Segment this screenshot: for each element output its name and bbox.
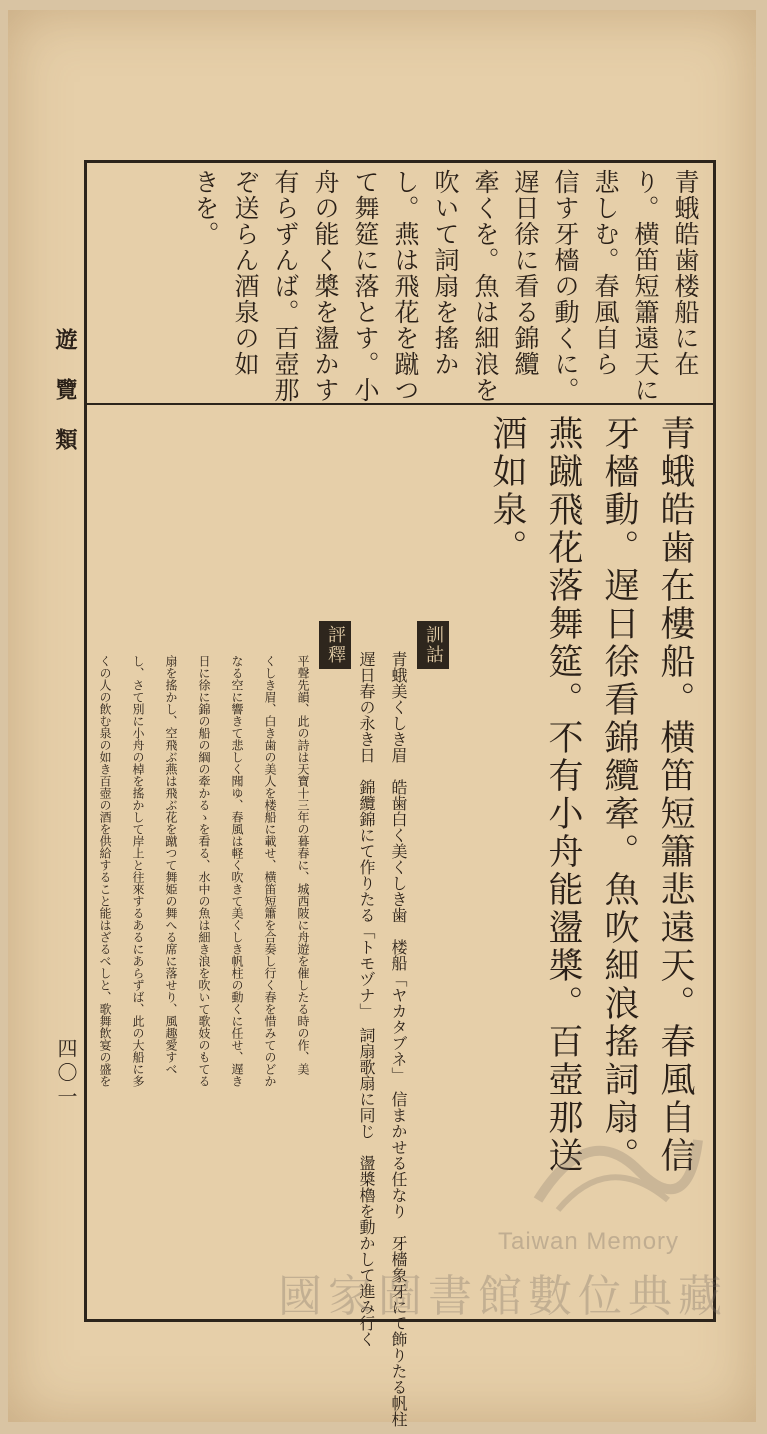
- poem-line: 青蛾皓歯在樓船。横笛短簫悲遠天。春風自信: [655, 415, 695, 1175]
- commentary-line: くの人の飲む泉の如き百壺の酒を供給すること能はざるべしと、歌舞飲宴の盛を: [98, 655, 112, 1087]
- kundoku-line: 舟の能く槳を盪かす: [311, 169, 340, 403]
- poem-line: 牙檣動。遅日徐看錦纜牽。魚吹細浪搖詞扇。: [599, 415, 639, 1175]
- gloss-label: 訓詁: [417, 621, 449, 669]
- watermark-logo: [528, 1110, 708, 1230]
- kundoku-line: ぞ送らん酒泉の如: [231, 169, 260, 377]
- kundoku-line: 牽くを。魚は細浪を: [471, 169, 500, 403]
- divider-line: [87, 403, 713, 405]
- commentary-line: なる空に響きて悲しく聞ゆ、春風は軽く吹きて美くしき帆柱の動くに任せ、遅き: [230, 655, 244, 1087]
- gloss-block: [351, 651, 413, 1427]
- kundoku-line: 吹いて詞扇を搖か: [431, 169, 460, 377]
- kundoku-line: 有らずんば。百壺那: [271, 169, 300, 403]
- poem-line: 酒如泉。: [487, 415, 527, 567]
- kundoku-line: 青蛾皓歯楼船に在: [671, 169, 700, 377]
- gloss-line: 青蛾美くしき眉 皓歯白く美くしき歯 楼船「ヤカタブネ」 信まかせる任なり 牙檣象牙にて飾りたる帆柱: [389, 651, 408, 1427]
- kundoku-line: 信す牙檣の動くに。: [551, 169, 580, 403]
- kundoku-line: きを。: [191, 169, 220, 247]
- commentary-line: 平聲先韻、此の詩は天寶十三年の暮春に、城西陂に舟遊を催したる時の作、美: [296, 655, 310, 1075]
- book-page: [8, 10, 756, 1427]
- kundoku-line: り。横笛短簫遠天に: [631, 169, 660, 403]
- kundoku-line: 遅日徐に看る錦纜: [511, 169, 540, 377]
- commentary-line: 扇を搖かし、空飛ぶ燕は飛ぶ花を蹴つて舞姫の舞へる席に落せり、風趣愛すべ: [164, 655, 178, 1075]
- kundoku-line: て舞筵に落とす。小: [351, 169, 380, 403]
- gloss-line: 遅日春の永き日 錦纜錦にて作りたる「トモヅナ」 詞扇歌扇に同じ 盪槳櫓を動かして進み行く: [357, 651, 376, 1347]
- kundoku-line: 悲しむ。春風自ら: [591, 169, 620, 377]
- commentary-line: くしき眉、白き歯の美人を楼船に載せ、横笛短簫を合奏し行く春を惜みてのどか: [263, 655, 277, 1087]
- commentary-line: 日に徐に錦の船の綱の牽かるゝを看る、水中の魚は細き浪を吹いて歌妓のもてる: [197, 655, 211, 1087]
- commentary-label: 評釋: [319, 621, 351, 669]
- watermark-english: Taiwan Memory: [498, 1228, 680, 1255]
- watermark-chinese: 國家圖書館數位典藏: [278, 1271, 728, 1322]
- commentary-block: [79, 655, 319, 1315]
- commentary-line: し、さて別に小舟の棹を搖かして岸上と往來するあるにあらずば、此の大船に多: [131, 655, 145, 1087]
- kundoku-block: [105, 169, 705, 403]
- section-title: 遊覽類: [52, 328, 78, 478]
- kundoku-line: し。燕は飛花を蹴つ: [391, 169, 420, 403]
- poem-line: 燕蹴飛花落舞筵。不有小舟能盪槳。百壺那送: [543, 415, 583, 1175]
- page-number: 四〇一: [54, 1038, 78, 1110]
